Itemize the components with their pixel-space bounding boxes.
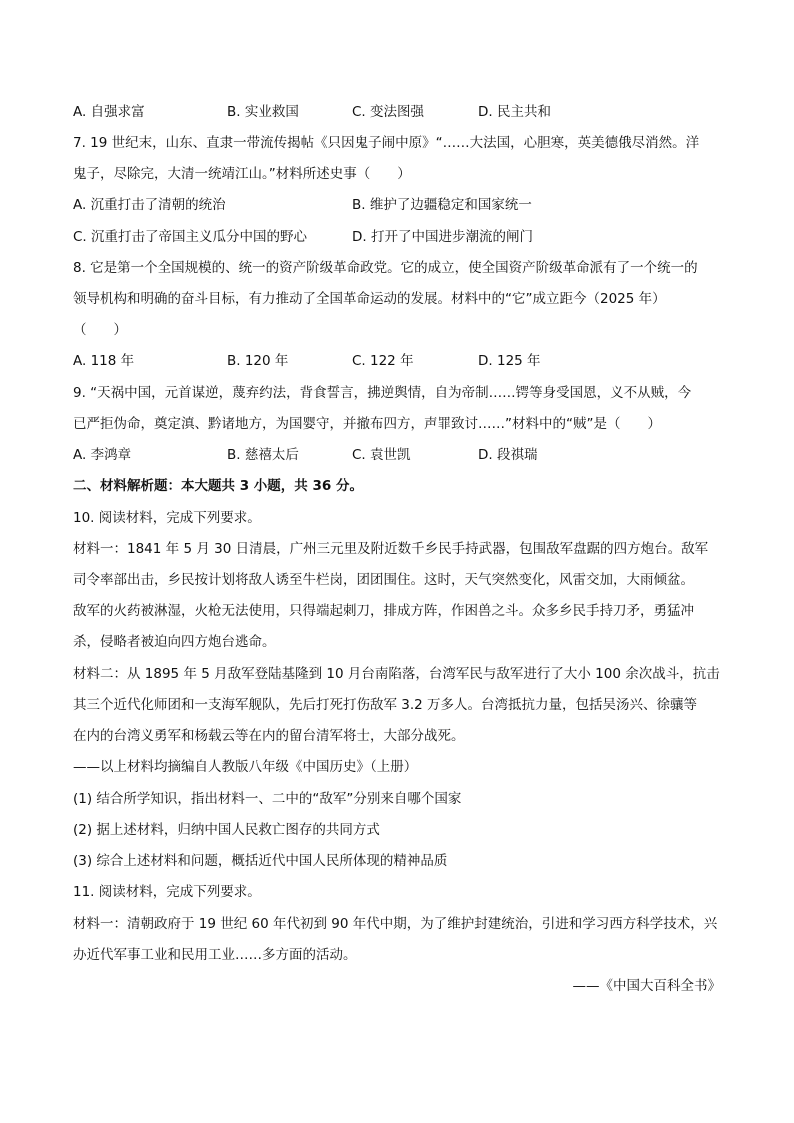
q10-material-1-line-2: 司令率部出击，乡民按计划将敌人诱至牛栏岗，团团围住。这时，天气突然变化，风雷交加，大雨倾盆。 <box>73 572 694 588</box>
q8-stem-line-3: （ ） <box>73 322 127 338</box>
q7-options-row-1 <box>73 195 723 215</box>
q9-option-b: B. 慈禧太后 <box>227 447 299 463</box>
q6-options <box>73 102 723 122</box>
q6-option-d: D. 民主共和 <box>478 104 551 120</box>
q10-question-2: (2) 据上述材料，归纳中国人民救亡图存的共同方式 <box>73 822 380 838</box>
q8-stem-line-1: 8. 它是第一个全国规模的、统一的资产阶级革命政党。它的成立，使全国资产阶级革命派有了一个统一的 <box>73 260 698 276</box>
q10-intro: 10. 阅读材料，完成下列要求。 <box>73 510 261 526</box>
q6-option-b: B. 实业救国 <box>227 104 299 120</box>
q10-question-1: (1) 结合所学知识，指出材料一、二中的“敌军”分别来自哪个国家 <box>73 791 462 807</box>
q7-stem-line-2: 鬼子，尽除完，大清一统靖江山。”材料所述史事（ ） <box>73 166 411 182</box>
q6-option-a: A. 自强求富 <box>73 104 145 120</box>
q11-intro: 11. 阅读材料，完成下列要求。 <box>73 884 261 900</box>
q11-material-1-line-1: 材料一：清朝政府于 19 世纪 60 年代初到 90 年代中期，为了维护封建统治，引进和学习西方科学技术，兴 <box>73 916 718 932</box>
q8-stem-line-2: 领导机构和明确的奋斗目标，有力推动了全国革命运动的发展。材料中的“它”成立距今（2025 年） <box>73 291 666 307</box>
q7-stem-line-1: 7. 19 世纪末，山东、直隶一带流传揭帖《只因鬼子闹中原》“……大法国，心胆寒，英美德俄尽消然。洋 <box>73 135 700 151</box>
q10-material-2-line-1: 材料二：从 1895 年 5 月敌军登陆基隆到 10 月台南陷落，台湾军民与敌军进行了大小 100 余次战斗，抗击 <box>73 666 720 682</box>
q9-options <box>73 445 723 465</box>
q7-option-a: A. 沉重打击了清朝的统治 <box>73 197 226 213</box>
q10-material-2-line-2: 其三个近代化师团和一支海军舰队，先后打死打伤敌军 3.2 万多人。台湾抵抗力量，包括吴汤兴、徐骧等 <box>73 697 698 713</box>
q11-material-1-line-2: 办近代军事工业和民用工业……多方面的活动。 <box>73 947 357 963</box>
q6-option-c: C. 变法图强 <box>352 104 425 120</box>
q7-option-d: D. 打开了中国进步潮流的闸门 <box>352 229 533 245</box>
section-heading: 二、材料解析题：本大题共 3 小题，共 36 分。 <box>73 478 363 494</box>
q10-material-1-line-4: 杀，侵略者被迫向四方炮台逃命。 <box>73 634 276 650</box>
q8-options <box>73 351 723 371</box>
q9-stem-line-1: 9. “天祸中国，元首谋逆，蔑弃约法，背食誓言，拂逆舆情，自为帝制……锷等身受国恩，义不从贼，今 <box>73 385 692 401</box>
q10-material-1-line-3: 敌军的火药被淋湿，火枪无法使用，只得端起刺刀，排成方阵，作困兽之斗。众多乡民手持刀矛，勇猛冲 <box>73 603 694 619</box>
q9-stem-line-2: 已严拒伪命，奠定滇、黔诸地方，为国婴守，并撤布四方，声罪致讨……”材料中的“贼”是（ ） <box>73 416 661 432</box>
q8-option-a: A. 118 年 <box>73 353 135 369</box>
q8-option-c: C. 122 年 <box>352 353 414 369</box>
q9-option-a: A. 李鸿章 <box>73 447 132 463</box>
q10-question-3: (3) 综合上述材料和问题，概括近代中国人民所体现的精神品质 <box>73 853 448 869</box>
q11-source: ——《中国大百科全书》 <box>572 978 721 994</box>
q10-source: ——以上材料均摘编自人教版八年级《中国历史》（上册） <box>73 759 418 775</box>
q7-option-c: C. 沉重打击了帝国主义瓜分中国的野心 <box>73 229 308 245</box>
q8-option-d: D. 125 年 <box>478 353 541 369</box>
q8-option-b: B. 120 年 <box>227 353 289 369</box>
q10-material-2-line-3: 在内的台湾义勇军和杨载云等在内的留台清军将士，大部分战死。 <box>73 728 465 744</box>
q10-material-1-line-1: 材料一：1841 年 5 月 30 日清晨，广州三元里及附近数千乡民手持武器，包围敌军盘踞的四方炮台。敌军 <box>73 541 709 557</box>
q9-option-d: D. 段祺瑞 <box>478 447 538 463</box>
q7-options-row-2 <box>73 227 723 247</box>
q7-option-b: B. 维护了边疆稳定和国家统一 <box>352 197 532 213</box>
q9-option-c: C. 袁世凯 <box>352 447 411 463</box>
